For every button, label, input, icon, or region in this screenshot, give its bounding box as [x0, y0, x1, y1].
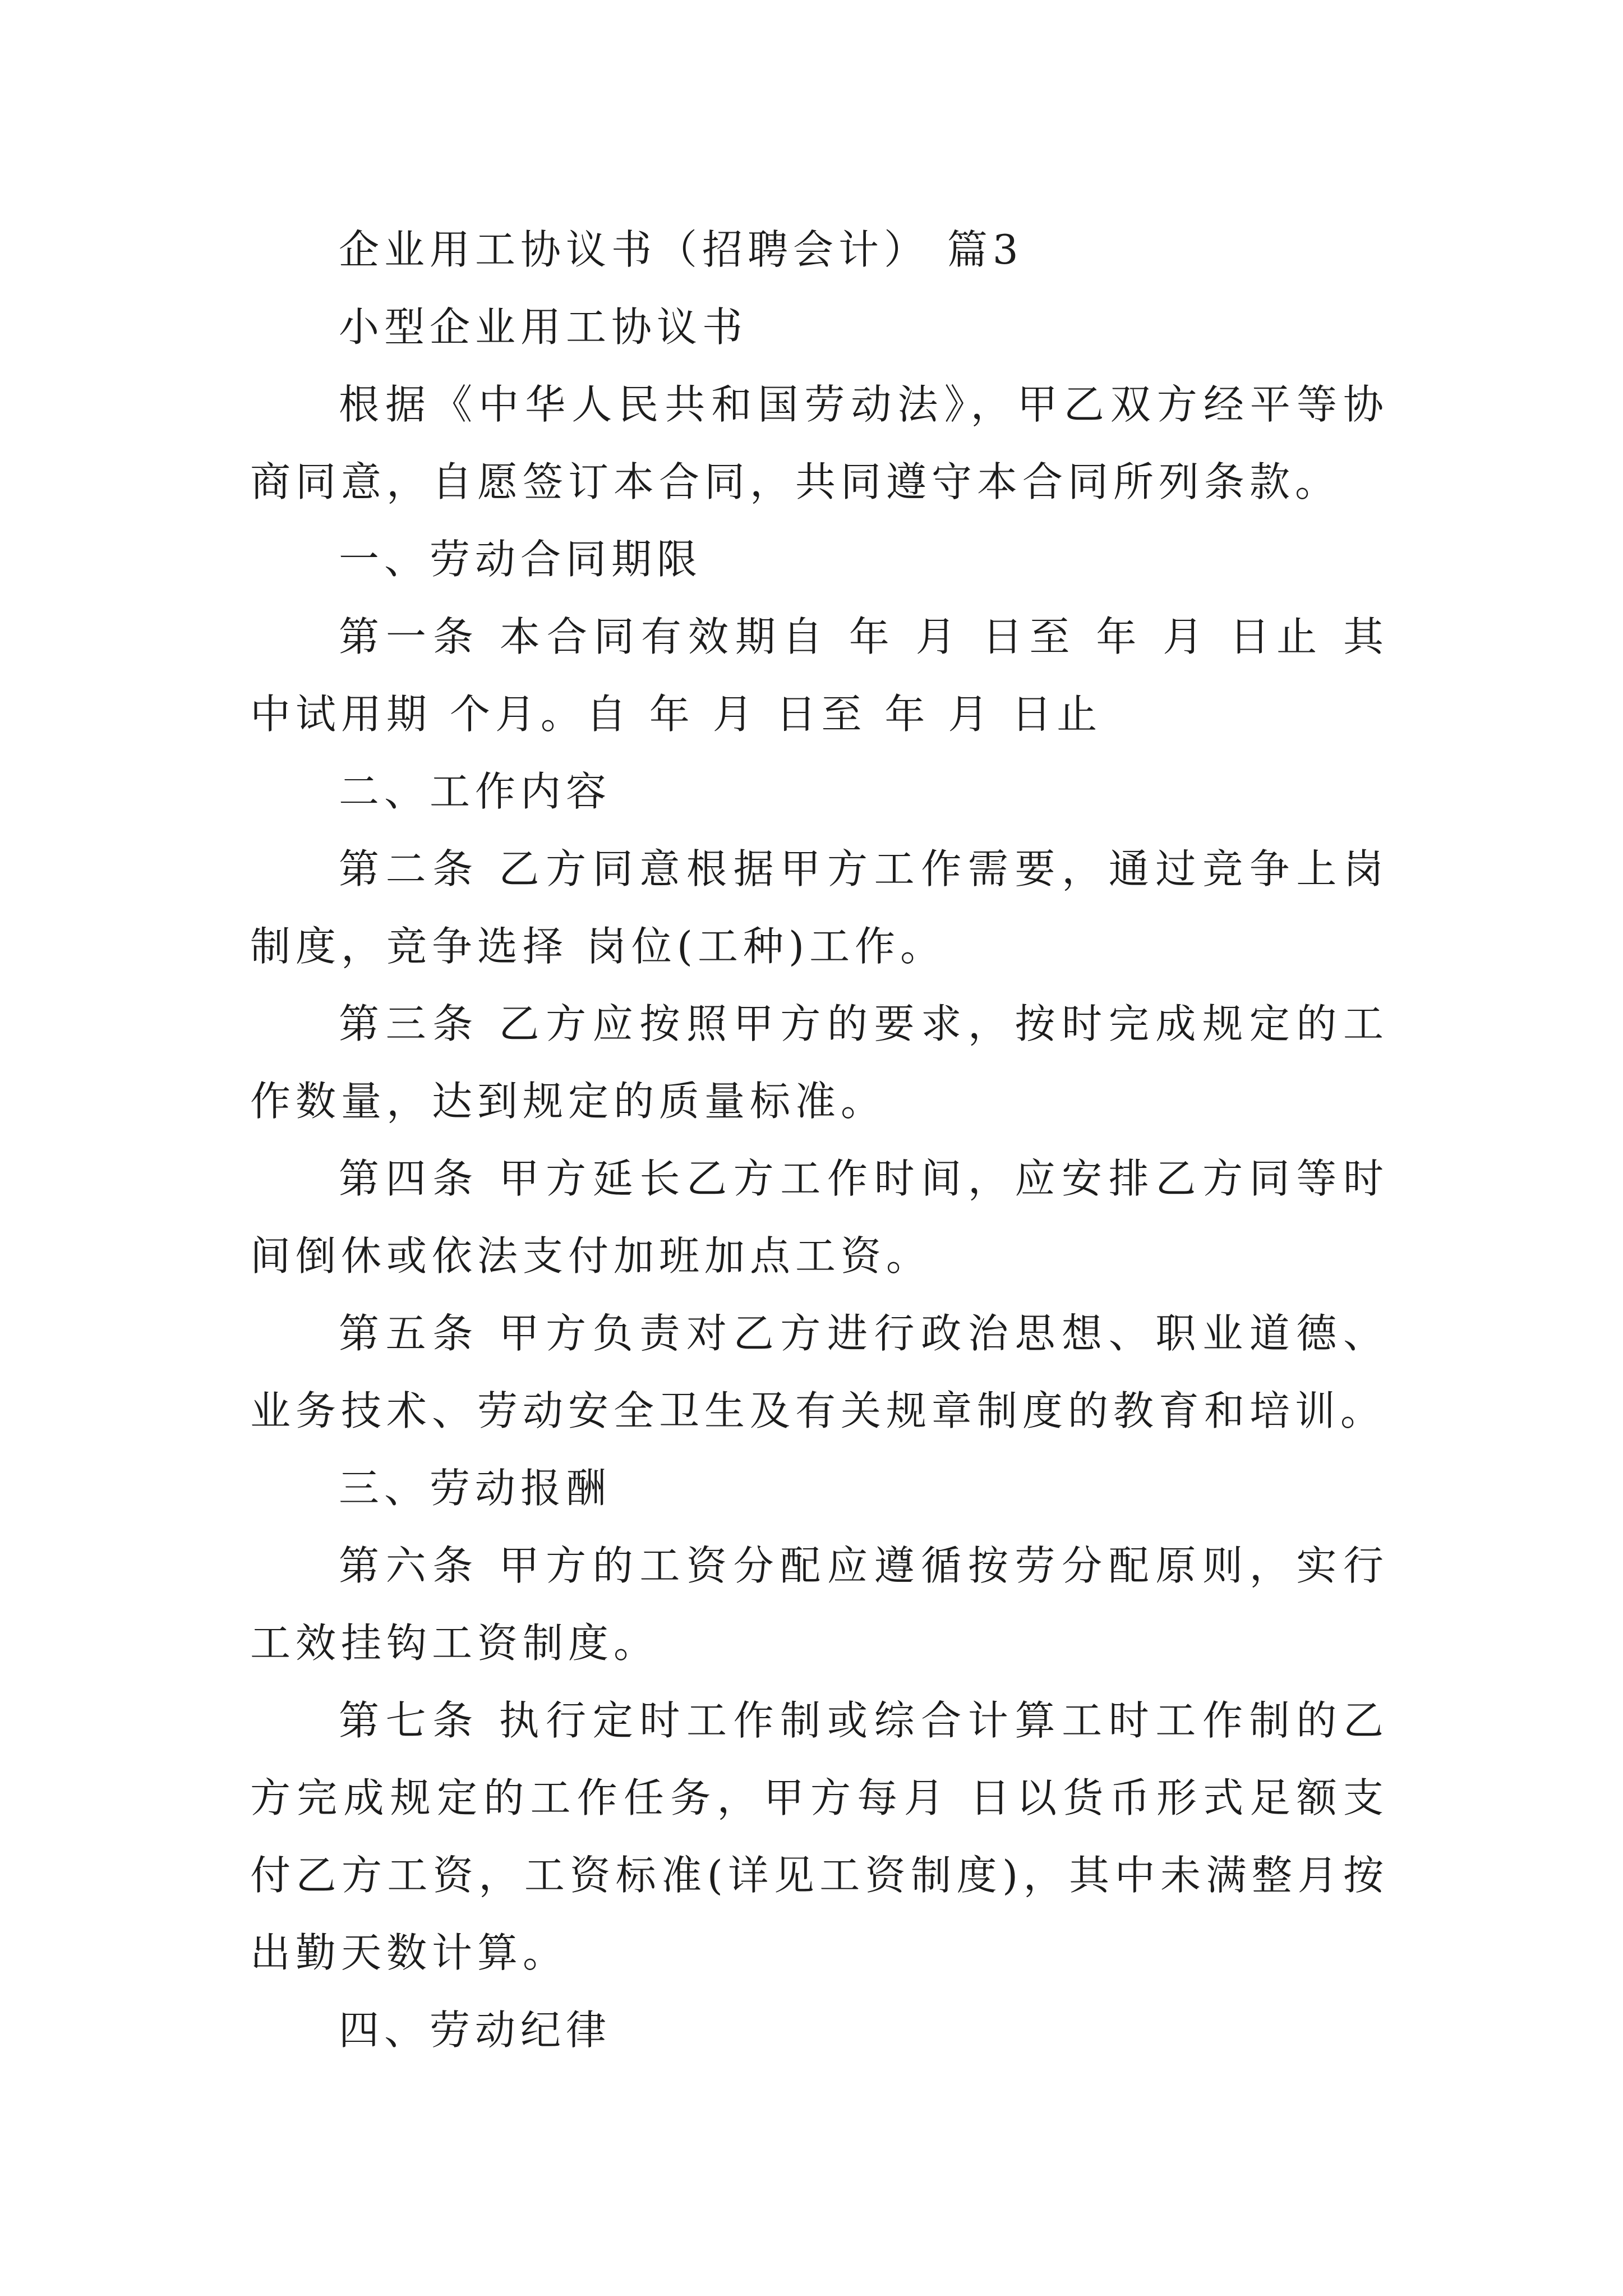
document-title: 企业用工协议书（招聘会计） 篇3	[339, 226, 1023, 273]
article-2-paragraph: 第二条 乙方同意根据甲方工作需要，通过竞争上岗制度，竞争选择 岗位(工种)工作。	[250, 845, 1389, 970]
section-heading-remuneration: 三、劳动报酬	[339, 1465, 612, 1512]
section-heading-work-content: 二、工作内容	[339, 768, 612, 815]
document-subtitle: 小型企业用工协议书	[339, 303, 748, 351]
article-6-paragraph: 第六条 甲方的工资分配应遵循按劳分配原则，实行工效挂钩工资制度。	[250, 1542, 1389, 1667]
section-heading-contract-term: 一、劳动合同期限	[339, 536, 703, 583]
section-heading-labor-discipline: 四、劳动纪律	[339, 2007, 612, 2054]
preamble-paragraph: 根据《中华人民共和国劳动法》，甲乙双方经平等协商同意，自愿签订本合同，共同遵守本合同所列条款。	[250, 381, 1389, 505]
article-3-paragraph: 第三条 乙方应按照甲方的要求，按时完成规定的工作数量，达到规定的质量标准。	[250, 1000, 1389, 1125]
document-body	[250, 211, 1389, 2069]
article-5-paragraph: 第五条 甲方负责对乙方进行政治思想、职业道德、业务技术、劳动安全卫生及有关规章制度的教育和培训。	[250, 1310, 1389, 1434]
article-4-paragraph: 第四条 甲方延长乙方工作时间，应安排乙方同等时间倒休或依法支付加班加点工资。	[250, 1155, 1389, 1280]
article-1-paragraph: 第一条 本合同有效期自 年 月 日至 年 月 日止 其中试用期 个月。自 年 月 日至 年 月 日止	[250, 613, 1389, 738]
article-7-paragraph: 第七条 执行定时工作制或综合计算工时工作制的乙方完成规定的工作任务，甲方每月 日以货币形式足额支付乙方工资，工资标准(详见工资制度)，其中未满整月按出勤天数计算。	[250, 1697, 1389, 1976]
